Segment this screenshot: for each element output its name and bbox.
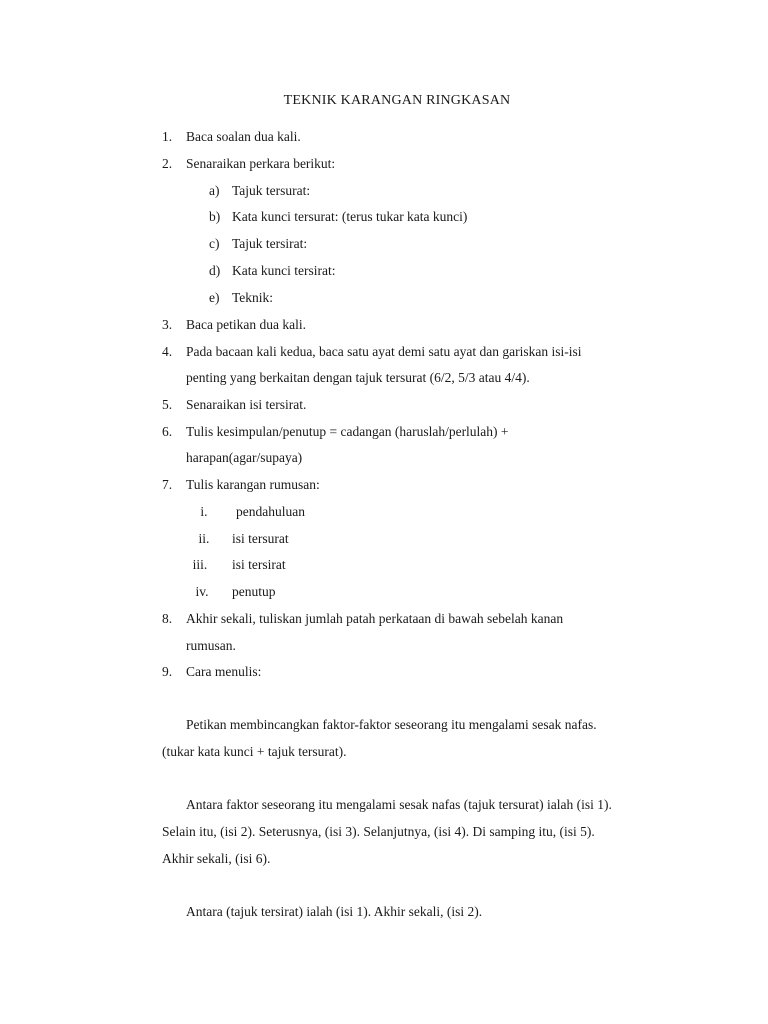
step-text: Baca soalan dua kali. xyxy=(186,129,301,144)
roman-numeral: ii. xyxy=(198,531,210,546)
step-number: 1. xyxy=(162,129,173,144)
sublist-letter: a) xyxy=(209,183,220,198)
roman-numeral: iii. xyxy=(192,557,208,572)
sublist-letter: d) xyxy=(209,263,221,278)
example-paragraph-line: Antara faktor seseorang itu mengalami sesak nafas (tajuk tersurat) ialah (isi 1). xyxy=(186,797,612,812)
step-text: Akhir sekali, tuliskan jumlah patah perkataan di bawah sebelah kanan xyxy=(186,611,564,626)
sublist-text: Kata kunci tersirat: xyxy=(232,263,336,278)
step-text: Senaraikan isi tersirat. xyxy=(186,397,307,412)
roman-text: pendahuluan xyxy=(236,504,305,519)
sublist-text: Teknik: xyxy=(232,290,274,305)
step-text: Pada bacaan kali kedua, baca satu ayat demi satu ayat dan gariskan isi-isi xyxy=(186,344,582,359)
sublist-text: Tajuk tersurat: xyxy=(232,183,311,198)
roman-numeral: i. xyxy=(200,504,208,519)
roman-numeral: iv. xyxy=(195,584,209,599)
step-text: Baca petikan dua kali. xyxy=(186,317,306,332)
step-text: Senaraikan perkara berikut: xyxy=(186,156,336,171)
example-paragraph-line: Akhir sekali, (isi 6). xyxy=(162,851,271,866)
example-paragraph-line: Antara (tajuk tersirat) ialah (isi 1). Akhir sekali, (isi 2). xyxy=(186,904,483,919)
sublist-letter: c) xyxy=(209,236,220,251)
step-text: Tulis karangan rumusan: xyxy=(186,477,320,492)
roman-text: isi tersurat xyxy=(232,531,289,546)
step-text: Cara menulis: xyxy=(186,664,262,679)
step-text-continued: harapan(agar/supaya) xyxy=(186,450,303,465)
example-paragraph-line: Petikan membincangkan faktor-faktor seseorang itu mengalami sesak nafas. xyxy=(186,717,597,732)
step-number: 6. xyxy=(162,424,173,439)
sublist-letter: b) xyxy=(209,209,221,224)
step-text-continued: rumusan. xyxy=(186,638,236,653)
roman-text: isi tersirat xyxy=(232,557,286,572)
step-text-continued: penting yang berkaitan dengan tajuk tersurat (6/2, 5/3 atau 4/4). xyxy=(186,370,530,385)
example-paragraph-line: Selain itu, (isi 2). Seterusnya, (isi 3). Selanjutnya, (isi 4). Di samping itu, (isi 5). xyxy=(162,824,595,839)
sublist-text: Kata kunci tersurat: (terus tukar kata kunci) xyxy=(232,209,468,224)
sublist-letter: e) xyxy=(209,290,220,305)
step-number: 5. xyxy=(162,397,173,412)
step-number: 8. xyxy=(162,611,173,626)
example-paragraph-line: (tukar kata kunci + tajuk tersurat). xyxy=(162,744,347,759)
step-number: 9. xyxy=(162,664,173,679)
step-text: Tulis kesimpulan/penutup = cadangan (haruslah/perlulah) + xyxy=(186,424,509,439)
step-number: 7. xyxy=(162,477,173,492)
step-number: 2. xyxy=(162,156,173,171)
step-number: 3. xyxy=(162,317,173,332)
roman-text: penutup xyxy=(232,584,276,599)
document-title: TEKNIK KARANGAN RINGKASAN xyxy=(283,93,511,108)
step-number: 4. xyxy=(162,344,173,359)
sublist-text: Tajuk tersirat: xyxy=(232,236,308,251)
